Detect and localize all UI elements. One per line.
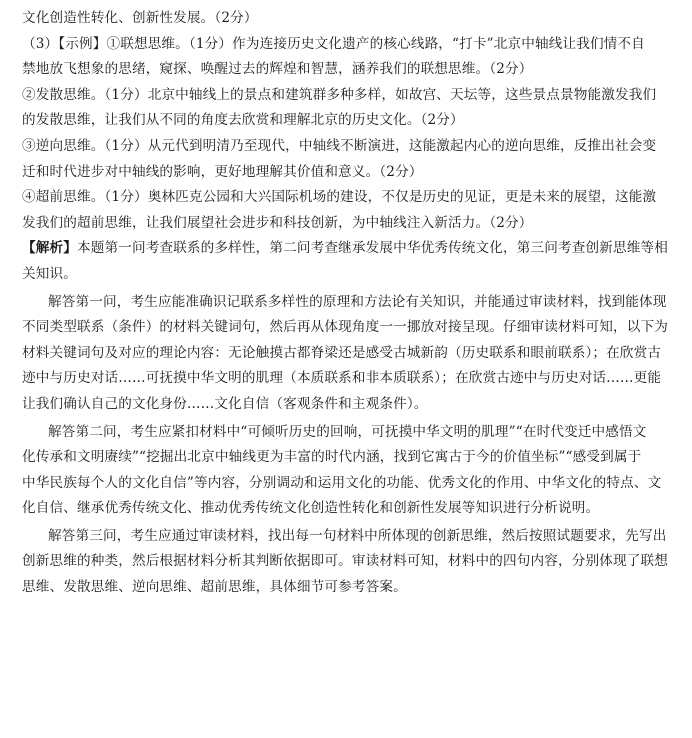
para3-line-1: 解答第三问，考生应通过审读材料，找出每一句材料中所体现的创新思维，然后按照试题要求，先写出	[48, 527, 667, 544]
answer-line-7: 迁和时代进步对中轴线的影响，更好地理解其价值和意义。（2分）	[22, 163, 423, 180]
para2-line-1: 解答第二问，考生应紧扣材料中“可倾听历史的回响，可抚摸中华文明的肌理”“在时代变迁中感悟文	[48, 423, 647, 440]
para1-line-3: 材料关键词句及对应的理论内容：无论触摸古都脊梁还是感受古城新韵（历史联系和眼前联系）；在欣赏古	[22, 344, 662, 361]
para2-line-4: 化自信、继承优秀传统文化、推动优秀传统文化创造性转化和创新性发展等知识进行分析说明。	[22, 500, 600, 517]
answer-line-9: 发我们的超前思维，让我们展望社会进步和科技创新，为中轴线注入新活力。（2分）	[22, 214, 533, 231]
para3-line-2: 创新思维的种类，然后根据材料分析其判断依据即可。审读材料可知，材料中的四句内容，分别体现了联想	[22, 553, 668, 570]
answer-line-8: ④超前思维。（1分）奥林匹克公园和大兴国际机场的建设，不仅是历史的见证，更是未来的展望，这能激	[22, 189, 657, 206]
answer-line-3: 禁地放飞想象的思绪，窥探、唤醒过去的辉煌和智慧，涵养我们的联想思维。（2分）	[22, 61, 533, 78]
para2-line-3: 中华民族每个人的文化自信”等内容，分别调动和运用文化的功能、优秀文化的作用、中华文化的特点、文	[22, 474, 662, 491]
answer-line-2: （3）【示例】①联想思维。（1分）作为连接历史文化遗产的核心线路，“打卡”北京中轴线让我们情不自	[22, 35, 645, 52]
document-page	[22, 6, 674, 601]
para1-line-1: 解答第一问，考生应能准确识记联系多样性的原理和方法论有关知识，并能通过审读材料，找到能体现	[48, 293, 667, 310]
analysis-text: 本题第一问考查联系的多样性，第二问考查继承发展中华优秀传统文化，第三问考查创新思维等相	[76, 240, 668, 257]
para1-line-5: 让我们确认自己的文化身份……文化自信（客观条件和主观条件）。	[22, 395, 428, 412]
para2-line-2: 化传承和文明赓续”“挖掘出北京中轴线更为丰富的时代内涵，找到它寓古于今的价值坐标”“感受到属于	[22, 449, 642, 466]
para3-line-3: 思维、发散思维、逆向思维、超前思维，具体细节可参考答案。	[22, 579, 407, 596]
analysis-line-1	[22, 236, 674, 262]
answer-line-1: 文化创造性转化、创新性发展。（2分）	[22, 10, 258, 26]
analysis-line-2: 关知识。	[22, 265, 77, 282]
answer-line-5: 的发散思维，让我们从不同的角度去欣赏和理解北京的历史文化。（2分）	[22, 112, 464, 129]
para1-line-2: 不同类型联系（条件）的材料关键词句，然后再从体现角度一一挪放对接呈现。仔细审读材料可知，以下为	[22, 319, 668, 336]
analysis-label: 【解析】	[22, 240, 77, 257]
answer-line-4: ②发散思维。（1分）北京中轴线上的景点和建筑群多种多样，如故宫、天坛等，这些景点景物能激发我们	[22, 86, 657, 103]
para1-line-4: 迹中与历史对话……可抚摸中华文明的肌理（本质联系和非本质联系）；在欣赏古迹中与历史对话……更能	[22, 370, 662, 387]
answer-line-6: ③逆向思维。（1分）从元代到明清乃至现代，中轴线不断演进，这能激起内心的逆向思维，反推出社会变	[22, 137, 657, 154]
